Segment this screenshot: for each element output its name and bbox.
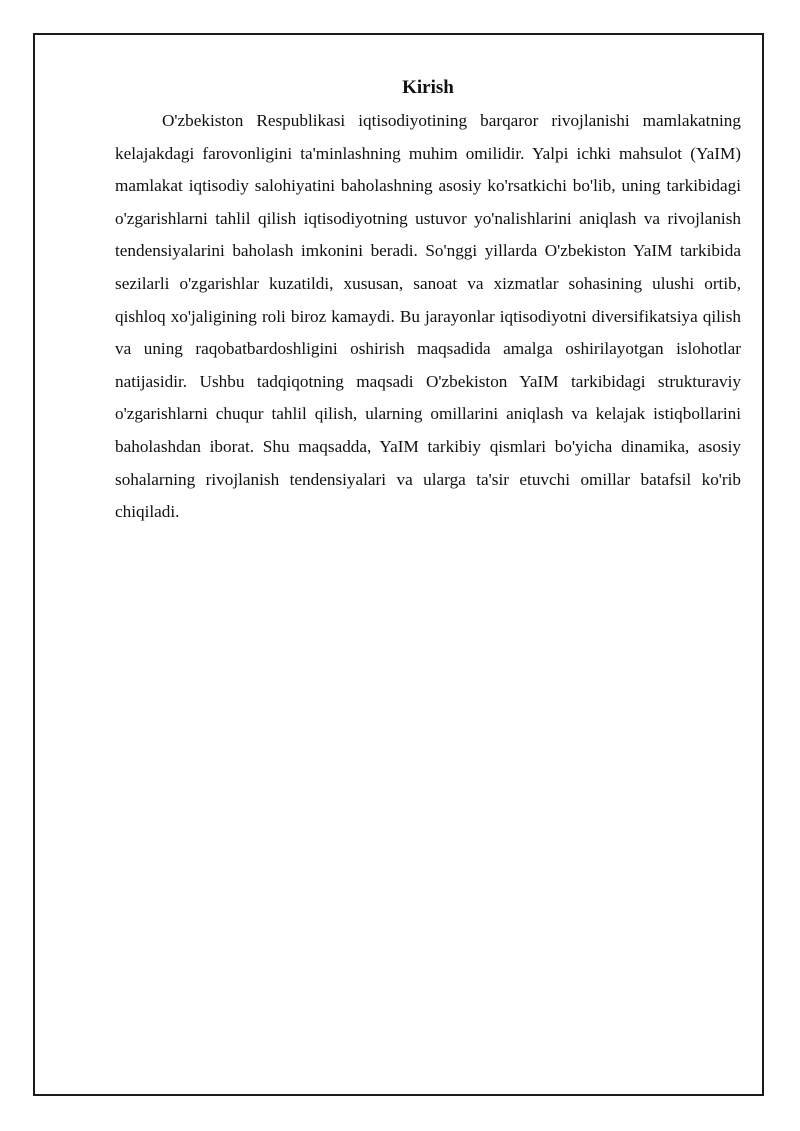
document-body [115, 75, 741, 529]
section-heading: Kirish [402, 77, 454, 98]
intro-paragraph: O'zbekiston Respublikasi iqtisodiyotining barqaror rivojlanishi mamlakatning kelajakdagi farovonligini ta'minlashning muhim omilidir. Yalpi ichki mahsulot (YaIM) mamlakat iqtisodiy salohiyatini baholashning asosiy ko'rsatkichi bo'lib, uning tarkibidagi o'zgarishlarni tahlil qilish iqtisodiyotning ustuvor yo'nalishlarini aniqlash va rivojlanish tendensiyalarini baholash imkonini beradi. So'nggi yillarda O'zbekiston YaIM tarkibida sezilarli o'zgarishlar kuzatildi, xususan, sanoat va xizmatlar sohasining ulushi ortib, qishloq xo'jaligining roli biroz kamaydi. Bu jarayonlar iqtisodiyotni diversifikatsiya qilish va uning raqobatbardoshligini oshirish maqsadida amalga oshirilayotgan islohotlar natijasidir. Ushbu tadqiqotning maqsadi O'zbekiston YaIM tarkibidagi strukturaviy o'zgarishlarni chuqur tahlil qilish, ularning omillarini aniqlash va kelajak istiqbollarini baholashdan iborat. Shu maqsadda, YaIM tarkibiy qismlari bo'yicha dinamika, asosiy sohalarning rivojlanish tendensiyalari va ularga ta'sir etuvchi omillar batafsil ko'rib chiqiladi. [115, 111, 741, 522]
